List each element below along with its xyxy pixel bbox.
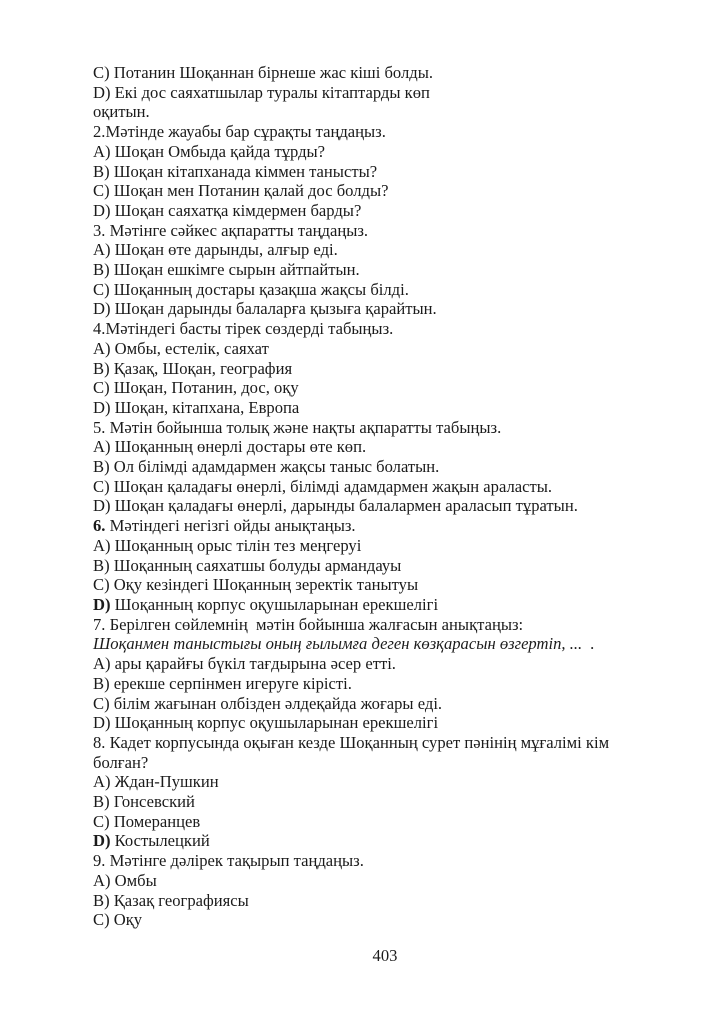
text-segment: C) Оқу <box>93 910 143 930</box>
text-segment: 9. Мәтінге дәлірек тақырып таңдаңыз. <box>93 851 364 871</box>
text-segment: D) Шоқан қаладағы өнерлі, дарынды балалармен араласып тұратын. <box>93 496 578 516</box>
text-line <box>93 339 668 359</box>
text-line <box>93 142 668 162</box>
text-segment: C) Шоқан қаладағы өнерлі, білімді адамдармен жақын араласты. <box>93 476 553 496</box>
text-line <box>93 280 668 300</box>
text-block <box>93 63 668 930</box>
text-segment: A) Омбы <box>93 870 157 890</box>
text-line <box>93 674 668 694</box>
text-segment: A) Ждан-Пушкин <box>93 772 219 792</box>
text-line <box>93 536 668 556</box>
text-line <box>93 437 668 457</box>
text-line <box>93 713 668 733</box>
text-line <box>93 871 668 891</box>
text-line <box>93 831 668 851</box>
text-line <box>93 418 668 438</box>
text-segment: оқитын. <box>93 102 150 122</box>
text-line <box>93 556 668 576</box>
text-line <box>93 122 668 142</box>
text-line <box>93 299 668 319</box>
text-segment: C) Шоқанның достары қазақша жақсы білді. <box>93 279 409 299</box>
text-line <box>93 102 668 122</box>
text-line <box>93 496 668 516</box>
text-segment: 4.Мәтіндегі басты тірек сөздерді табыңыз. <box>93 319 394 339</box>
text-segment: C) білім жағынан олбізден әлдеқайда жоғары еді. <box>93 693 443 713</box>
text-segment: C) Шоқан, Потанин, дос, оқу <box>93 378 299 398</box>
text-segment: B) Гонсевский <box>93 792 195 812</box>
text-segment: C) Шоқан мен Потанин қалай дос болды? <box>93 181 389 201</box>
text-segment: Мәтіндегі негізгі ойды анықтаңыз. <box>105 516 356 536</box>
text-segment: Костылецкий <box>110 831 210 851</box>
text-segment: 5. Мәтін бойынша толық және нақты ақпаратты табыңыз. <box>93 417 502 437</box>
text-segment: 2.Мәтінде жауабы бар сұрақты таңдаңыз. <box>93 122 386 142</box>
text-segment: C) Потанин Шоқаннан бірнеше жас кіші болды. <box>93 63 434 82</box>
text-line <box>93 477 668 497</box>
text-line <box>93 772 668 792</box>
text-segment: 6. <box>93 516 106 536</box>
text-line <box>93 83 668 103</box>
text-line <box>93 910 668 930</box>
text-segment: B) Ол білімді адамдармен жақсы таныс болатын. <box>93 457 440 477</box>
text-segment: B) Қазақ, Шоқан, география <box>93 358 293 378</box>
text-segment: 3. Мәтінге сәйкес ақпаратты таңдаңыз. <box>93 220 369 240</box>
text-line <box>93 634 668 654</box>
text-segment: D) Шоқан дарынды балаларға қызыға қарайтын. <box>93 299 437 319</box>
text-line <box>93 201 668 221</box>
text-segment: B) Қазақ географиясы <box>93 890 249 910</box>
text-line <box>93 694 668 714</box>
text-segment: D) Шоқанның корпус оқушыларынан ерекшелігі <box>93 713 439 733</box>
text-segment: A) Шоқанның орыс тілін тез меңгеруі <box>93 535 362 555</box>
text-segment: B) Шоқан ешкімге сырын айтпайтын. <box>93 260 360 280</box>
text-line <box>93 891 668 911</box>
text-segment: D) <box>93 831 111 851</box>
text-segment: C) Померанцев <box>93 811 201 831</box>
text-line <box>93 615 668 635</box>
text-segment: D) Шоқан, кітапхана, Европа <box>93 397 300 417</box>
text-segment: A) Шоқан өте дарынды, алғыр еді. <box>93 240 338 260</box>
text-line <box>93 181 668 201</box>
text-line <box>93 240 668 260</box>
text-line <box>93 575 668 595</box>
text-segment: C) Оқу кезіндегі Шоқанның зеректік танытуы <box>93 575 419 595</box>
page-number: 403 <box>372 946 398 965</box>
text-line <box>93 457 668 477</box>
text-segment: D) Шоқан саяхатқа кімдермен барды? <box>93 200 362 220</box>
text-line <box>93 319 668 339</box>
text-line <box>93 595 668 615</box>
text-segment: A) Омбы, естелік, саяхат <box>93 338 269 358</box>
text-line <box>93 162 668 182</box>
text-segment: 8. Кадет корпусында оқыған кезде Шоқанның сурет пәнінің мұғалімі кім <box>93 732 610 752</box>
text-segment: A) ары қарайғы бүкіл тағдырына әсер етті. <box>93 654 396 674</box>
text-segment: D) Екі дос саяхатшылар туралы кітаптарды көп <box>93 82 430 102</box>
text-line <box>93 654 668 674</box>
text-line <box>93 63 668 83</box>
text-segment: A) Шоқанның өнерлі достары өте көп. <box>93 437 367 457</box>
text-line <box>93 398 668 418</box>
text-line <box>93 260 668 280</box>
text-line <box>93 753 668 773</box>
text-segment: B) ерекше серпінмен игеруге кірісті. <box>93 673 352 693</box>
text-segment: A) Шоқан Омбыда қайда тұрды? <box>93 141 326 161</box>
text-line <box>93 516 668 536</box>
text-segment: B) Шоқанның саяхатшы болуды армандауы <box>93 555 402 575</box>
text-segment: 7. Берілген сөйлемнің мәтін бойынша жалғасын анықтаңыз: <box>93 614 524 634</box>
text-line <box>93 378 668 398</box>
text-line <box>93 851 668 871</box>
text-line <box>93 733 668 753</box>
text-line <box>93 792 668 812</box>
text-segment: Шоқанның корпус оқушыларынан ерекшелігі <box>110 594 439 614</box>
text-line <box>93 812 668 832</box>
text-segment: B) Шоқан кітапханада кіммен танысты? <box>93 161 378 181</box>
text-segment: Шоқанмен таныстығы оның ғылымға деген көзқарасын өзгертіп, ... . <box>93 634 595 654</box>
text-line <box>93 359 668 379</box>
text-segment: D) <box>93 594 111 614</box>
text-line <box>93 221 668 241</box>
text-segment: болған? <box>93 752 149 772</box>
